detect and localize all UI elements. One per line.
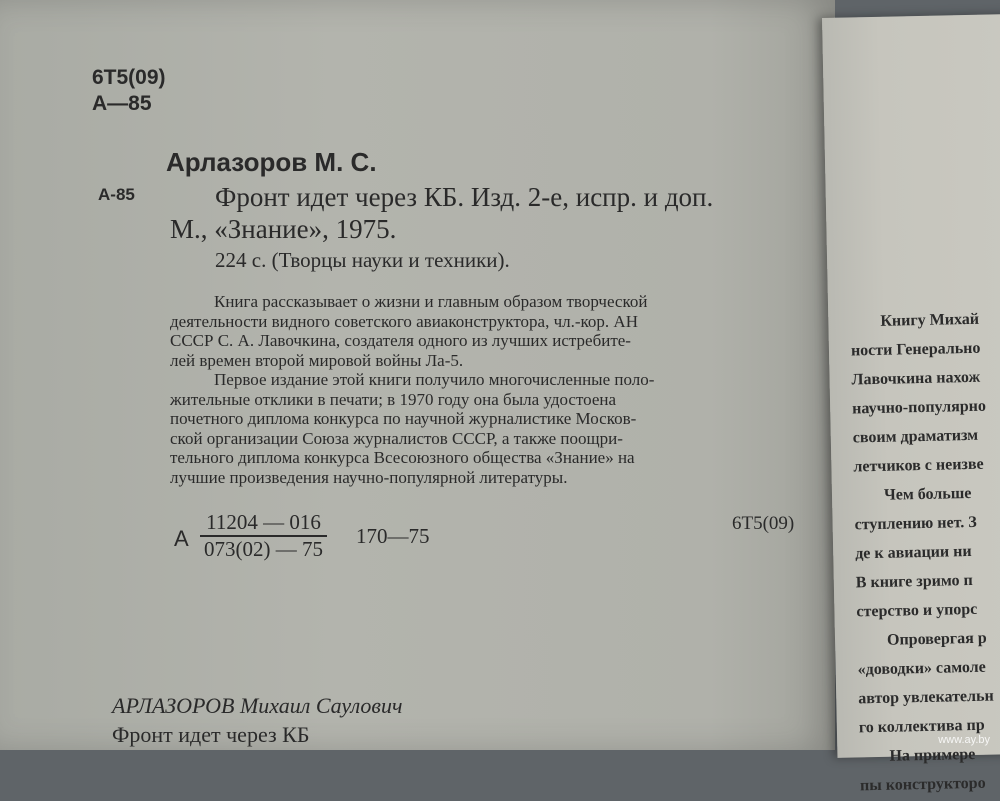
fraction-numerator: 11204 — 016 bbox=[200, 510, 327, 537]
side-author-code: А-85 bbox=[98, 185, 135, 204]
right-page-line: научно-популярно bbox=[852, 397, 987, 418]
price-code-letter: А bbox=[174, 526, 189, 551]
annotation-line: Первое издание этой книги получило многочисленные поло- bbox=[214, 370, 655, 389]
annotation-line: лей времен второй мировой войны Ла-5. bbox=[170, 350, 464, 370]
classification-code-top: 6Т5(09) bbox=[92, 66, 166, 89]
annotation-line: ской организации Союза журналистов СССР, а также поощри- bbox=[170, 428, 623, 448]
annotation-line: тельного диплома конкурса Всесоюзного общества «Знание» на bbox=[170, 448, 635, 467]
annotation-line: жительные отклики в печати; в 1970 году она была удостоена bbox=[170, 389, 617, 409]
annotation-block bbox=[170, 292, 810, 487]
publisher-line: М., «Знание», 1975. bbox=[170, 214, 397, 244]
annotation-line: СССР С. А. Лавочкина, создателя одного из лучших истребите- bbox=[170, 331, 631, 350]
right-page-line: го коллектива пр bbox=[858, 716, 985, 737]
bottom-author-name: АРЛАЗОРОВ Михаил Саулович bbox=[112, 693, 403, 718]
right-page-line: «доводки» самоле bbox=[857, 658, 986, 679]
right-page-line: автор увлекательн bbox=[858, 687, 994, 708]
right-page-line: де к авиации ни bbox=[855, 542, 972, 563]
bottom-book-title: Фронт идет через КБ bbox=[112, 722, 310, 747]
author-heading: Арлазоров М. С. bbox=[166, 147, 377, 177]
right-page-line: летчиков с неизве bbox=[853, 455, 984, 476]
right-page-text bbox=[850, 303, 1000, 800]
site-watermark: www.ay.by bbox=[938, 734, 990, 746]
price-code-suffix: 170—75 bbox=[356, 524, 430, 548]
right-page-line: ности Генерально bbox=[850, 339, 981, 360]
classification-code-bottom: 6Т5(09) bbox=[732, 513, 795, 534]
fraction-denominator: 073(02) — 75 bbox=[204, 537, 323, 561]
author-code-top: А—85 bbox=[92, 92, 152, 115]
book-title-line: Фронт идет через КБ. Изд. 2-е, испр. и доп. bbox=[215, 182, 714, 212]
right-page-line: В книге зримо п bbox=[855, 571, 973, 592]
pages-series-line: 224 с. (Творцы науки и техники). bbox=[215, 248, 510, 272]
annotation-line: лучшие произведения научно-популярной литературы. bbox=[170, 467, 568, 487]
right-page-line: На примере bbox=[889, 745, 976, 765]
right-book-page bbox=[822, 14, 1000, 795]
right-page-line: Лавочкина нахож bbox=[851, 368, 981, 389]
right-page-line: Опровергая р bbox=[886, 629, 987, 649]
right-page-line: стерство и упорс bbox=[856, 600, 978, 621]
right-page-line: Книгу Михай bbox=[880, 310, 980, 330]
right-page-line: своим драматизм bbox=[852, 426, 979, 447]
right-page-line: Чем больше bbox=[883, 484, 972, 504]
right-page-line: пы конструкторо bbox=[859, 774, 986, 795]
annotation-line: почетного диплома конкурса по научной журналистике Москов- bbox=[170, 409, 637, 428]
right-page-line: ступлению нет. З bbox=[854, 513, 977, 534]
price-code-fraction bbox=[200, 510, 327, 562]
annotation-line: деятельности видного советского авиаконструктора, чл.-кор. АН bbox=[170, 311, 638, 331]
annotation-line: Книга рассказывает о жизни и главным образом творческой bbox=[214, 292, 648, 311]
